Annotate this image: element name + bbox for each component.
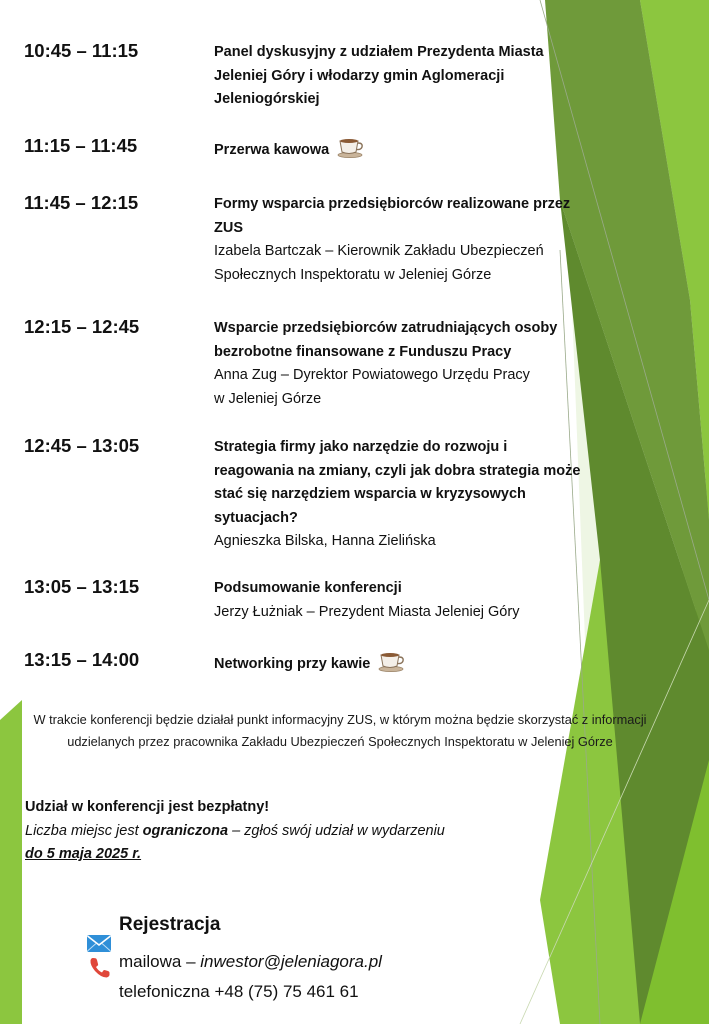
free-entry-text: Udział w konferencji jest bezpłatny!	[25, 799, 270, 815]
agenda-description	[214, 650, 624, 681]
registration-phone-line[interactable]: telefoniczna +48 (75) 75 461 61	[119, 982, 359, 1001]
agenda-time: 13:15 – 14:00	[24, 649, 140, 670]
agenda-description	[214, 136, 624, 167]
limit-prefix: Liczba miejsc jest	[25, 822, 143, 839]
agenda-title: Podsumowanie konferencji	[214, 580, 402, 596]
agenda-description	[214, 577, 624, 624]
agenda-time: 11:45 – 12:15	[24, 192, 139, 213]
agenda-speaker: Izabela Bartczak – Kierownik Zakładu Ubezpieczeń Społecznych Inspektoratu w Jeleniej Górze	[214, 243, 544, 283]
agenda-description	[214, 41, 544, 112]
agenda-title: Przerwa kawowa	[214, 142, 330, 158]
coffee-cup-icon	[337, 136, 365, 167]
registration-title: Rejestracja	[119, 914, 221, 935]
limit-suffix: – zgłoś swój udział w wydarzeniu	[228, 822, 445, 839]
email-link[interactable]: inwestor@jeleniagora.pl	[200, 952, 382, 971]
agenda-title: Panel dyskusyjny z udziałem Prezydenta Miasta Jeleniej Góry i włodarzy gmin Aglomeracji Jeleniogórskiej	[214, 44, 544, 107]
participation-block	[25, 796, 585, 867]
agenda-title: Strategia firmy jako narzędzie do rozwoju i reagowania na zmiany, czyli jak dobra strategia może stać się narzędziem wsparcia w kryzysowych sytuacjach?	[214, 439, 581, 526]
agenda-title: Formy wsparcia przedsiębiorców realizowane przez ZUS	[214, 196, 571, 236]
registration-email-line	[119, 950, 382, 974]
info-note: W trakcie konferencji będzie działał punkt informacyjny ZUS, w którym można będzie skorzystać z informacji udzielanych przez pracownika Zakładu Ubezpieczeń Społecznych Inspektoratu w Jeleniej Górze	[33, 712, 647, 749]
agenda-description	[214, 317, 604, 411]
agenda-speaker: Jerzy Łużniak – Prezydent Miasta Jeleniej Góry	[214, 603, 520, 620]
agenda-time: 11:15 – 11:45	[24, 135, 138, 156]
agenda-description	[214, 436, 589, 554]
envelope-icon	[86, 934, 112, 958]
agenda-time: 10:45 – 11:15	[24, 40, 139, 61]
coffee-cup-icon	[378, 650, 406, 681]
agenda-title: Networking przy kawie	[214, 656, 371, 672]
email-prefix: mailowa –	[119, 952, 201, 971]
agenda-time: 13:05 – 13:15	[24, 576, 140, 597]
limit-text	[25, 820, 585, 844]
deadline-text: do 5 maja 2025 r.	[25, 846, 142, 862]
agenda-speaker: Agnieszka Bilska, Hanna Zielińska	[214, 533, 436, 549]
phone-icon	[88, 956, 112, 985]
agenda-title: Wsparcie przedsiębiorców zatrudniających osoby bezrobotne finansowane z Funduszu Pracy	[214, 320, 558, 360]
limit-bold: ograniczona	[142, 822, 229, 839]
agenda-time: 12:15 – 12:45	[24, 316, 140, 337]
agenda-speaker: Anna Zug – Dyrektor Powiatowego Urzędu Pracy w Jeleniej Górze	[214, 367, 530, 407]
agenda-description	[214, 193, 594, 287]
agenda-time: 12:45 – 13:05	[24, 435, 140, 456]
